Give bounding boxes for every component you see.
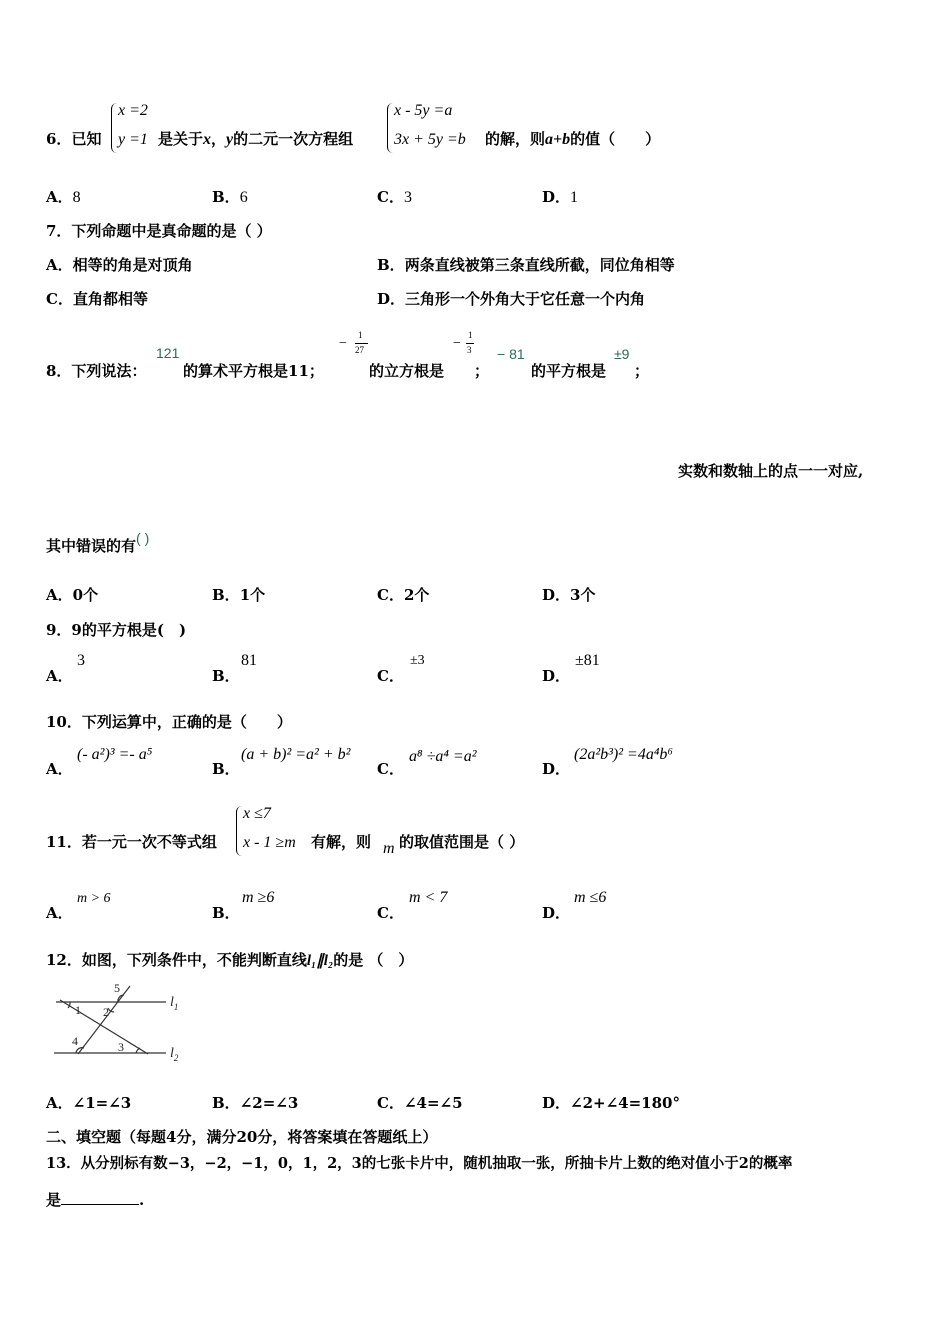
q8-semicolon1: ； [474, 362, 490, 380]
option-label: A． [46, 667, 73, 685]
option-label: B． [212, 586, 240, 604]
option-text: ∠1=∠3 [72, 1094, 132, 1112]
q6-tail1: 的解，则 [485, 130, 546, 148]
q8-line3-text: 其中错误的有 [46, 537, 137, 555]
option-label: A． [46, 586, 73, 604]
svg-text:l2 [170, 1046, 179, 1063]
q9-option-b[interactable] [212, 665, 240, 686]
q6-mid [158, 128, 353, 149]
option-text: 两条直线被第三条直线所截，同位角相等 [404, 256, 675, 274]
q6-stem [46, 128, 101, 149]
q9-option-a-text: 3 [77, 652, 85, 669]
q6-system1-eq2: y =1 [118, 131, 148, 148]
q12-lines: l₁∥l₂ [306, 953, 334, 969]
q11-option-c-text: m < 7 [409, 889, 448, 906]
option-text: 直角都相等 [72, 290, 148, 308]
q6-option-b[interactable] [212, 186, 248, 207]
angle-arc-3 [136, 1048, 140, 1053]
q13-line1: 13．从分别标有数−3，−2，−1，0，1，2，3的七张卡片中，随机抽取一张，所抽卡片上数的绝对值小于2的概率 [46, 1155, 793, 1172]
q11-option-a[interactable] [46, 902, 73, 923]
q11-var-m: m [383, 840, 395, 857]
label-l2-sub: 2 [173, 1053, 179, 1063]
q13-tail: . [139, 1191, 145, 1209]
q10-stem: 10．下列运算中，正确的是（ ） [46, 713, 292, 731]
q8-neg81: − 81 [497, 346, 525, 362]
q8-frac1-num: 1 [358, 330, 363, 340]
option-text: 3 [403, 189, 412, 206]
q11-tail: 的取值范围是（ ） [399, 833, 525, 851]
q8-paren: ( ) [136, 530, 150, 546]
label-1: 1 [75, 1003, 81, 1017]
option-label: C． [377, 760, 404, 778]
q8-frac2-bar [466, 343, 474, 344]
q6-system2-brace [387, 103, 394, 153]
q12-option-b[interactable] [212, 1092, 298, 1113]
q6-system2-eq1: x - 5y =a [394, 102, 453, 119]
q8-line2: 实数和数轴上的点一一对应, [678, 462, 864, 480]
q12-option-a[interactable] [46, 1092, 131, 1113]
option-text: 6 [239, 189, 248, 206]
q11-option-d[interactable] [542, 902, 570, 923]
q6-system1-eq1: x =2 [118, 102, 148, 119]
q6-mid-text: 是关于 [158, 130, 204, 148]
option-label: A． [46, 760, 73, 778]
q7-option-a[interactable] [46, 254, 193, 275]
option-text: 相等的角是对顶角 [72, 256, 193, 274]
option-label: D． [542, 188, 571, 206]
q12-option-c[interactable] [377, 1092, 463, 1113]
q6-tail2: 的值（ ） [570, 130, 661, 148]
q11-system-ineq1: x ≤7 [243, 805, 271, 822]
option-text: 8 [72, 189, 81, 206]
q6-option-a[interactable] [46, 186, 81, 207]
option-label: A． [46, 904, 73, 922]
option-label: B． [212, 188, 240, 206]
q9-option-a[interactable] [46, 665, 73, 686]
q12-figure [48, 978, 198, 1068]
option-label: B． [377, 256, 405, 274]
q10-option-b-text: (a + b)² =a² + b² [241, 746, 351, 763]
option-label: D． [542, 760, 571, 778]
option-label: C． [377, 1094, 404, 1112]
q10-option-c[interactable] [377, 758, 404, 779]
q6-option-c[interactable] [377, 186, 412, 207]
q10-option-d[interactable] [542, 758, 570, 779]
q11-option-b[interactable] [212, 902, 240, 923]
option-label: C． [377, 586, 404, 604]
option-label: D． [542, 667, 571, 685]
section2-title: 二、填空题（每题4分，满分20分，将答案填在答题纸上） [46, 1128, 438, 1146]
q12-stem [46, 949, 413, 970]
q8-line3 [46, 530, 150, 556]
q8-text1: 的算术平方根是11； [183, 362, 324, 380]
q8-text2: 的立方根是 [369, 362, 445, 380]
q10-option-d-text: (2a²b³)² =4a⁴b⁶ [574, 746, 673, 763]
option-text: 1 [570, 189, 579, 206]
option-text: 三角形一个外角大于它任意一个内角 [405, 290, 646, 308]
q13-answer-blank[interactable] [61, 1190, 139, 1205]
q10-option-c-text: a⁸ ÷a⁴ =a² [409, 748, 477, 765]
q6-var-y: y [226, 131, 234, 148]
q10-option-a-text: (- a²)³ =- a⁵ [77, 746, 153, 763]
q6-option-d[interactable] [542, 186, 578, 207]
q11-option-c[interactable] [377, 902, 404, 923]
q8-pm9: ±9 [614, 346, 630, 362]
q9-option-c-text: ±3 [410, 653, 425, 668]
label-5: 5 [114, 981, 120, 995]
q8-value-121: 121 [156, 345, 180, 361]
option-label: D． [542, 904, 571, 922]
label-l2: l [170, 1046, 174, 1061]
option-text: 3个 [570, 586, 596, 604]
svg-text:l1 [170, 995, 178, 1012]
q11-option-d-text: m ≤6 [574, 889, 607, 906]
option-text: 1个 [239, 586, 266, 604]
q8-frac1-den: 27 [355, 345, 364, 355]
option-label: A． [46, 256, 73, 274]
option-label: C． [377, 667, 404, 685]
q7-stem: 7．下列命题中是真命题的是（ ） [46, 222, 272, 240]
q7-option-d[interactable] [377, 288, 645, 309]
q6-var-x: x [203, 131, 212, 148]
q6-ab: a+b [545, 131, 571, 148]
q11-lead: 11．若一元一次不等式组 [46, 833, 217, 851]
q6-tail [485, 128, 660, 149]
q13-lead: 是 [46, 1191, 62, 1209]
q6-system1-brace [111, 103, 118, 153]
option-text: ∠2+∠4=180° [570, 1094, 680, 1112]
option-label: B． [212, 1094, 240, 1112]
q13-line2 [46, 1189, 144, 1210]
q8-option-d[interactable] [542, 584, 595, 605]
q6-number: 6． [46, 130, 72, 148]
q8-lead: 8．下列说法： [46, 362, 147, 380]
q8-frac2-num: 1 [468, 330, 473, 340]
q8-option-c[interactable] [377, 584, 429, 605]
option-label: C． [46, 290, 73, 308]
q8-frac2-sign: − [453, 336, 461, 351]
option-text: ∠4=∠5 [403, 1094, 463, 1112]
q6-mid2: 的二元一次方程组 [233, 130, 354, 148]
q8-frac1-bar [355, 343, 368, 344]
option-label: B． [212, 904, 240, 922]
q11-system-ineq2: x - 1 ≥m [243, 834, 296, 851]
q7-option-c[interactable] [46, 288, 148, 309]
option-text: 2个 [403, 586, 430, 604]
q9-stem: 9．9的平方根是( ) [46, 621, 187, 639]
q8-option-b[interactable] [212, 584, 265, 605]
q9-option-d-text: ±81 [575, 652, 600, 669]
option-label: C． [377, 188, 404, 206]
q11-option-b-text: m ≥6 [242, 889, 275, 906]
q7-option-b[interactable] [377, 254, 675, 275]
q11-option-a-text: m > 6 [77, 891, 111, 906]
label-2: 2 [103, 1005, 109, 1019]
option-label: A． [46, 1094, 73, 1112]
q9-option-b-text: 81 [241, 652, 257, 669]
q12-option-d[interactable] [542, 1092, 680, 1113]
option-label: D． [377, 290, 406, 308]
option-text: 0个 [72, 586, 99, 604]
q10-option-a[interactable] [46, 758, 73, 779]
q8-option-a[interactable] [46, 584, 98, 605]
q9-option-d[interactable] [542, 665, 570, 686]
option-label: C． [377, 904, 404, 922]
option-text: ∠2=∠3 [239, 1094, 299, 1112]
label-l1-sub: 1 [173, 1002, 179, 1012]
q11-system-brace [236, 806, 243, 856]
option-label: B． [212, 760, 240, 778]
q9-option-c[interactable] [377, 665, 404, 686]
option-label: D． [542, 586, 571, 604]
q8-frac2-den: 3 [467, 345, 472, 355]
q6-lead: 已知 [71, 130, 102, 148]
q11-mid: 有解，则 [311, 833, 372, 851]
q8-frac1-sign: − [339, 336, 347, 351]
q10-option-b[interactable] [212, 758, 240, 779]
option-label: D． [542, 1094, 571, 1112]
q12-stem-a: 12．如图，下列条件中，不能判断直线 [46, 951, 307, 969]
q6-system2-eq2: 3x + 5y =b [394, 131, 466, 148]
q6-sep: ， [211, 130, 227, 148]
label-l1: l [170, 995, 174, 1010]
option-label: A． [46, 188, 73, 206]
label-4: 4 [72, 1034, 78, 1048]
q8-semicolon2: ； [634, 362, 650, 380]
label-3: 3 [118, 1040, 124, 1054]
q8-text3: 的平方根是 [531, 362, 607, 380]
q12-stem-b: 的是 （ ） [333, 951, 414, 969]
option-label: B． [212, 667, 240, 685]
